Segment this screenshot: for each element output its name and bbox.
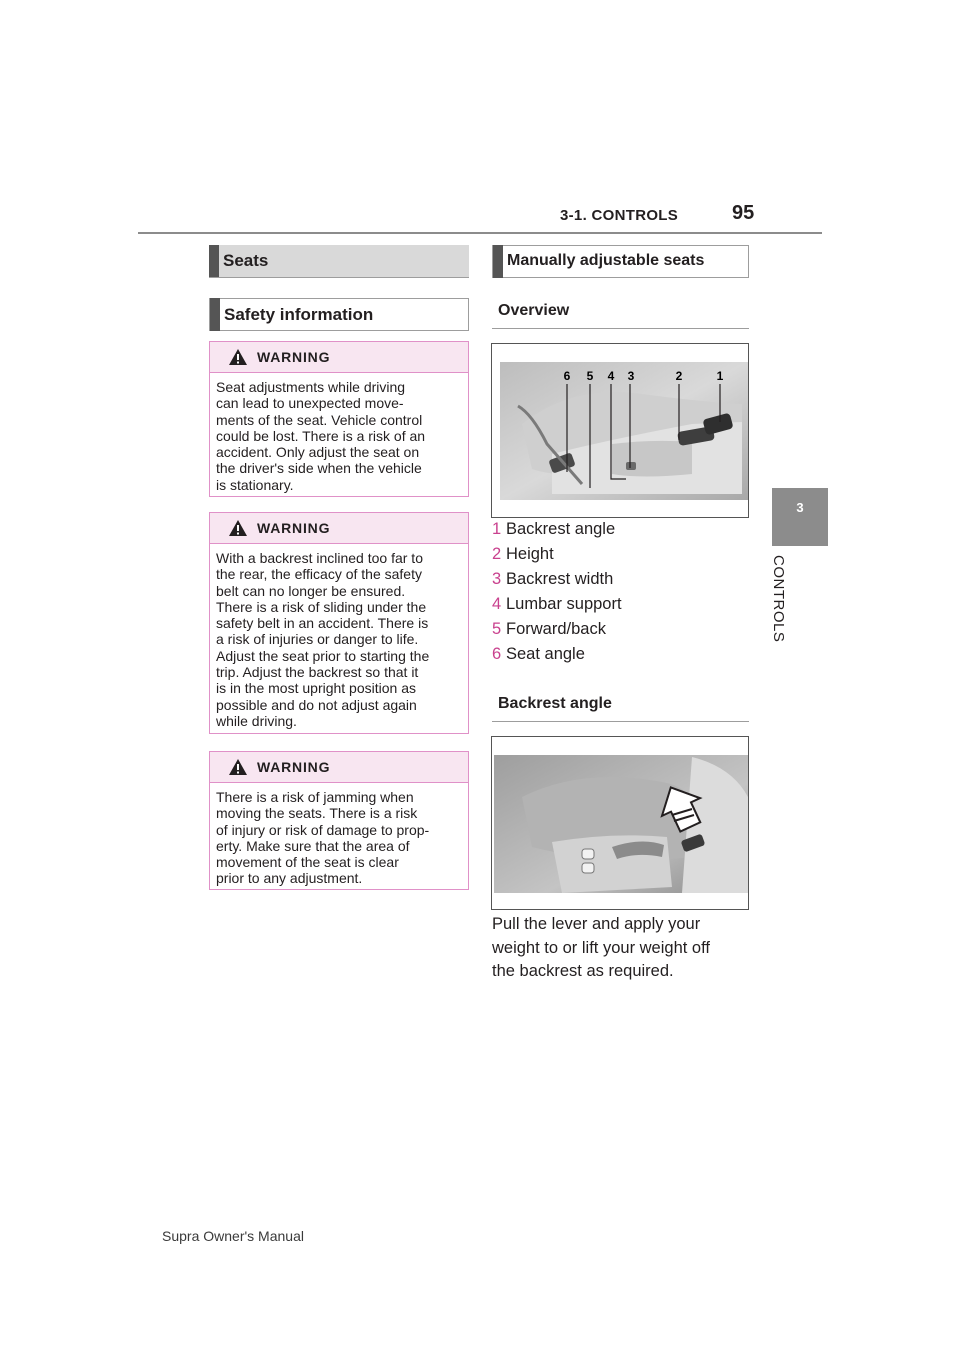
- warning-text: With a backrest inclined too far to the rear, the efficacy of the safety belt can no longer be ensured. There is a risk of sliding under the safety belt in an accident. There is a risk of injuries or danger to life. Adjust the seat prior to starting the trip. Adjust the backrest so that it is in the most upright position as possible and do not adjust again while driving.: [216, 550, 430, 729]
- warning-triangle-icon: [228, 519, 248, 537]
- heading-manually-adjustable-seats: Manually adjustable seats: [492, 245, 749, 278]
- warning-text: There is a risk of jamming when moving the seats. There is a risk of injury or risk of damage to prop- erty. Make sure that the area of movement of the seat is clear prior to any adjustment.: [216, 789, 430, 887]
- list-item: 3 Backrest width: [492, 570, 614, 588]
- list-item: 6 Seat angle: [492, 645, 585, 663]
- callout-3: 3: [627, 369, 635, 383]
- backrest-instruction: Pull the lever and apply your weight to or lift your weight off the backrest as required.: [492, 915, 710, 980]
- chapter-tab-number: 3: [796, 500, 804, 515]
- section-title: 3-1. CONTROLS: [560, 207, 679, 224]
- backrest-lever-image: [491, 736, 749, 910]
- list-item: 1 Backrest angle: [492, 520, 616, 538]
- seat-controls-overview-image: [491, 343, 749, 518]
- subheading-backrest-angle: Backrest angle: [498, 695, 612, 712]
- list-item: 4 Lumbar support: [492, 595, 622, 613]
- warning-title: WARNING: [257, 520, 331, 536]
- callout-1: 1: [716, 369, 724, 383]
- callout-6: 6: [563, 369, 571, 383]
- heading-seats: Seats: [209, 245, 469, 278]
- subheading-safety-information: Safety information: [209, 298, 469, 331]
- callout-4: 4: [607, 369, 615, 383]
- warning-triangle-icon: [228, 758, 248, 776]
- seat-controls-list: [492, 520, 622, 670]
- overview-divider: [492, 328, 749, 329]
- warning-title: WARNING: [257, 349, 331, 365]
- subheading-overview: Overview: [498, 302, 570, 319]
- callout-5: 5: [586, 369, 594, 383]
- backrest-divider: [492, 721, 749, 722]
- chapter-side-label: CONTROLS: [770, 555, 787, 643]
- footer-manual-title: Supra Owner's Manual: [162, 1228, 304, 1244]
- chapter-tab: [772, 488, 828, 546]
- warning-box-2: [209, 512, 469, 734]
- warning-text: Seat adjustments while driving can lead to unexpected move- ments of the seat. Vehicle control could be lost. There is a risk of an accident. Only adjust the seat on the driver's side when the vehicle is stationary.: [216, 379, 426, 493]
- warning-title: WARNING: [257, 759, 331, 775]
- warning-triangle-icon: [228, 348, 248, 366]
- callout-2: 2: [675, 369, 683, 383]
- warning-box-1: [209, 341, 469, 497]
- header-divider: [138, 232, 822, 234]
- warning-box-3: [209, 751, 469, 890]
- list-item: 5 Forward/back: [492, 620, 606, 638]
- list-item: 2 Height: [492, 545, 554, 563]
- page-number: 95: [732, 202, 755, 224]
